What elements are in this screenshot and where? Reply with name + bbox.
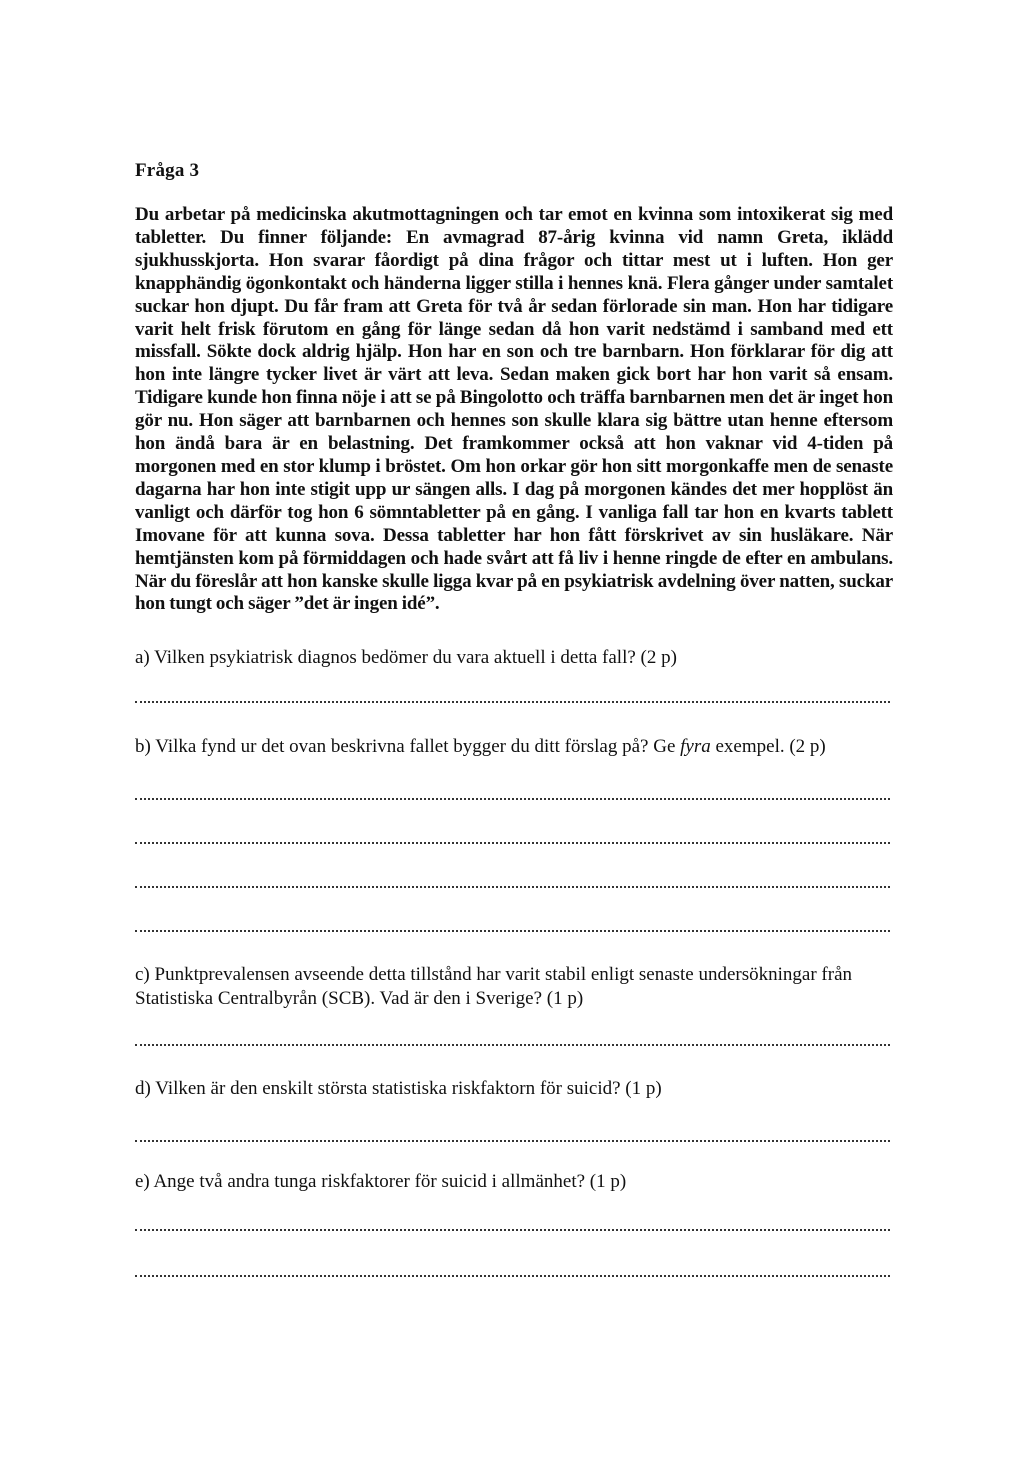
answer-line-d[interactable] bbox=[135, 1134, 890, 1142]
question-c-line2: Statistiska Centralbyrån (SCB). Vad är den i Sverige? (1 p) bbox=[135, 988, 584, 1009]
answer-line-b3[interactable] bbox=[135, 880, 890, 888]
question-a: a) Vilken psykiatrisk diagnos bedömer du vara aktuell i detta fall? (2 p) bbox=[135, 647, 677, 668]
question-c-line1: c) Punktprevalensen avseende detta tillstånd har varit stabil enligt senaste undersökningar från bbox=[135, 964, 853, 985]
question-e: e) Ange två andra tunga riskfaktorer för suicid i allmänhet? (1 p) bbox=[135, 1171, 627, 1192]
answer-line-b1[interactable] bbox=[135, 792, 890, 800]
answer-line-e1[interactable] bbox=[135, 1223, 890, 1231]
question-b-points: exempel. (2 p) bbox=[710, 736, 826, 757]
case-description: Du arbetar på medicinska akutmottagningen och tar emot en kvinna som intoxikerat sig med tabletter. Du finner följande: En avmagrad 87-årig kvinna vid namn Greta, iklädd sjukhusskjorta. Hon svarar fåordigt på dina frågor och tittar mest ut i luften. Hon ger knapphändig ögonkontakt och händerna ligger stilla i hennes knä. Flera gånger under samtalet suckar hon djupt. Du får fram att Greta för två år sedan förlorade sin man. Hon har tidigare varit helt frisk förutom en gång för länge sedan då hon varit nedstämd i samband med ett missfall. Sökte dock aldrig hjälp. Hon har en son och tre barnbarn. Hon förklarar för dig att hon inte längre tycker livet är värt att leva. Sedan maken gick bort har hon varit så ensam. Tidigare kunde hon finna nöje i att se på Bingolotto och träffa barnbarnen men det är inget hon gör nu. Hon säger att barnbarnen och hennes son skulle klara sig bättre utan henne eftersom hon ändå bara är en belastning. Det framkommer också att hon vaknar vid 4-tiden på morgonen med en stor klump i bröstet. Om hon orkar gör hon sitt morgonkaffe men de senaste dagarna har hon inte stigit upp ur sängen alls. I dag på morgonen kändes det mer hopplöst än vanligt och därför tog hon 6 sömntabletter på en gång. I vanliga fall tar hon en kvarts tablett Imovane för att kunna sova. Dessa tabletter har hon fått förskrivet av sin husläkare. När hemtjänsten kom på förmiddagen och hade svårt att få liv i henne ringde de efter en ambulans. När du föreslår att hon kanske skulle ligga kvar på en psykiatrisk avdelning över natten, suckar hon tungt och säger ”det är ingen idé”. bbox=[135, 204, 893, 615]
question-b-text: b) Vilka fynd ur det ovan beskrivna fallet bygger du ditt förslag på? Ge bbox=[135, 736, 681, 757]
question-d: d) Vilken är den enskilt största statistiska riskfaktorn för suicid? (1 p) bbox=[135, 1078, 662, 1099]
answer-line-b4[interactable] bbox=[135, 924, 890, 932]
question-b-emphasis: fyra bbox=[680, 736, 711, 757]
answer-line-e2[interactable] bbox=[135, 1269, 890, 1277]
question-b bbox=[135, 735, 895, 758]
answer-line-a[interactable] bbox=[135, 695, 890, 703]
answer-line-c[interactable] bbox=[135, 1038, 890, 1046]
answer-line-b2[interactable] bbox=[135, 836, 890, 844]
question-title: Fråga 3 bbox=[135, 160, 200, 181]
